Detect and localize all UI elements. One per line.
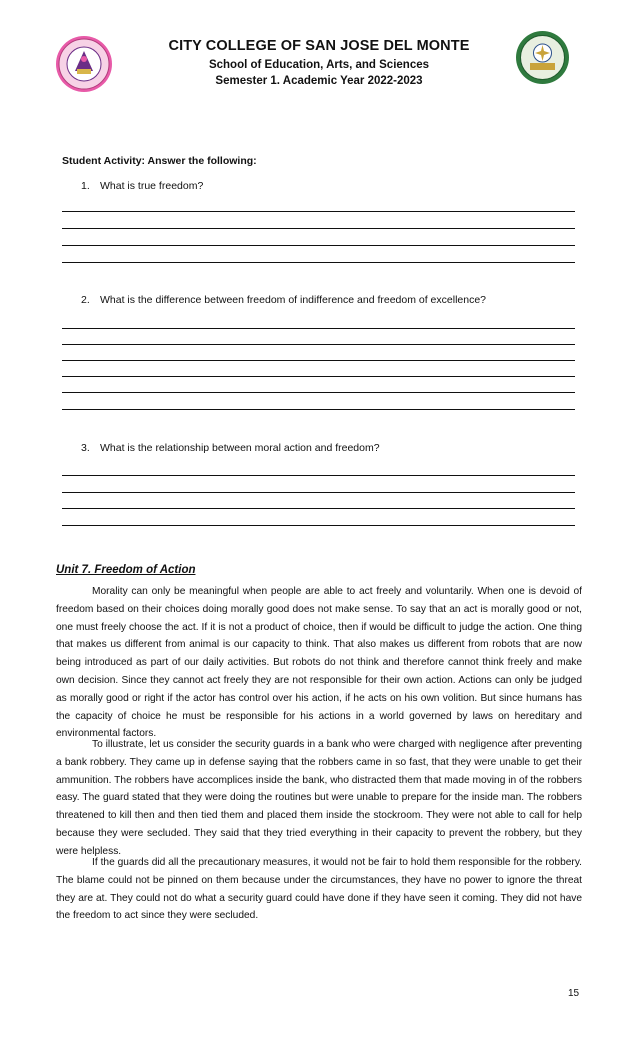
question-number: 2. [81,294,90,306]
question-text: What is true freedom? [100,180,204,192]
answer-line[interactable] [62,211,575,212]
answer-line[interactable] [62,508,575,509]
body-paragraph: To illustrate, let us consider the security guards in a bank who were charged with negligence after preventing a bank robbery. They came up in defense saying that the robbers came in so fast, that they were unable to get their ammunition. The robbers have accomplices inside the bank, who distracted them that made moving in of the robbers easy. The guard stated that they were doing the routines but were unable to prepare for the inside man. The robbers threatened to kill then and then tied them and placed them inside the stockroom. They were not able to call for help because they were secluded. They said that they tried everything in their capacity to prevent the robbery, but they were helpless. [56,739,582,857]
answer-line[interactable] [62,328,575,329]
answer-line[interactable] [62,409,575,410]
answer-line[interactable] [62,245,575,246]
question-text: What is the relationship between moral action and freedom? [100,442,380,454]
activity-heading: Student Activity: Answer the following: [62,155,257,167]
answer-line[interactable] [62,228,575,229]
question-number: 3. [81,442,90,454]
body-paragraph: If the guards did all the precautionary measures, it would not be fair to hold them responsible for the robbery. The blame could not be pinned on them because under the circumstances, they have no power to ignore the threat they are at. They could not do what a security guard could have done if they have seen it coming. They did not have the freedom to act since they were secluded. [56,857,582,922]
body-paragraph: Morality can only be meaningful when people are able to act freely and voluntarily. When one is devoid of freedom based on their choices doing morally good does not make sense. To say that an act is morally good or not, one must freely choose the act. If it is not a product of choice, then if would be difficult to judge the action. One thing that makes us different from animal is our capacity to think. That also makes us different from robots that are now being introduced as part of our daily activities. But robots do not think and therefore cannot think freely and make own decision. Since they cannot act freely they are not responsible for their own action. Actions can only be judged as morally good or right if the actor has control over his action, if he acts on his own volition. But since humans has the capacity of choice he must be responsible for his actions in a world governed by laws on hereditary and environmental factors. [56,586,582,740]
answer-line[interactable] [62,392,575,393]
answer-line[interactable] [62,360,575,361]
answer-line[interactable] [62,525,575,526]
answer-line[interactable] [62,262,575,263]
institutional-seal-logo [515,30,570,85]
answer-line[interactable] [62,475,575,476]
question-text: What is the difference between freedom of indifference and freedom of excellence? [100,294,487,306]
answer-line[interactable] [62,376,575,377]
answer-line[interactable] [62,492,575,493]
page-number: 15 [568,988,580,999]
semester-label: Semester 1. Academic Year 2022-2023 [215,75,423,87]
school-name: School of Education, Arts, and Sciences [208,59,430,71]
unit-title: Unit 7. Freedom of Action [56,564,196,576]
page-title: CITY COLLEGE OF SAN JOSE DEL MONTE [168,38,470,54]
question-number: 1. [81,180,90,192]
answer-line[interactable] [62,344,575,345]
